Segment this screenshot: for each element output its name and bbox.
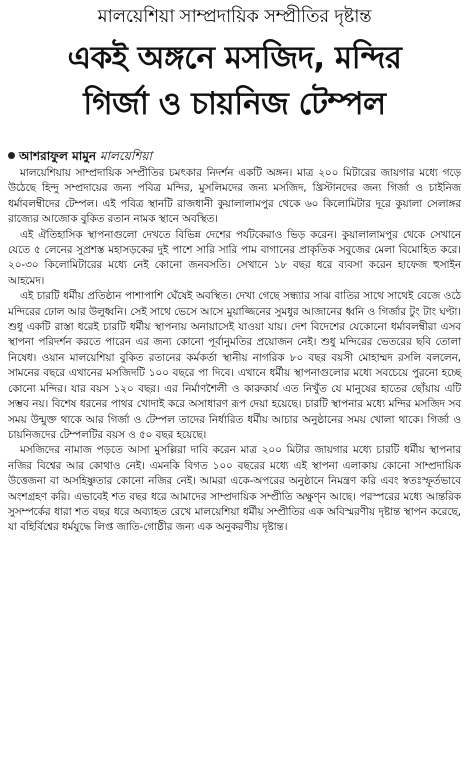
byline-author: আশরাফুল মামুন [19, 149, 97, 163]
main-headline-line-2: গির্জা ও চায়নিজ টেম্পল [83, 86, 386, 122]
bullet-icon [8, 152, 15, 159]
article-paragraph: মসজিদের নামাজ পড়তে আসা মুসল্লিরা দাবি করেন মাত্র ২০০ মিটার জায়গার মধ্যে চারটি ধর্মীয় স্থাপনার নজির বিশ্বের আর কোথাও নেই। এমনকি বিগত ১০০ বছরের মধ্যে এই স্থাপনা এলাকায় কোনো সাম্প্রদায়িক উত্তেজনা বা অসহিষ্ণুতার কোনো নজির নেই। আমরা একে-অপরের অনুষ্ঠানে নিমন্ত্রণ করি এবং স্বতঃস্ফূর্তভাবে অংশগ্রহণ করি। এভাবেই শত বছর ধরে আমাদের সাম্প্রদায়িক সম্প্রীতি অক্ষুণ্ন আছে। পরস্পরের মধ্যে আন্তরিক সুসম্পর্কের ধারা শত বছর ধরে অব্যাহত রেখে মালয়েশিয়া ধর্মীয় সম্প্রীতির এক অবিস্মরণীয় দৃষ্টান্ত স্থাপন করেছে, যা বহির্বিশ্বের ধর্মযুদ্ধে লিপ্ত জাতি-গোষ্ঠীর জন্য এক অনুকরণীয় দৃষ্টান্ত। [8, 444, 461, 534]
article-body [8, 166, 461, 536]
article-paragraph: এই চারটি ধর্মীয় প্রতিষ্ঠান পাশাপাশি ঘেঁষেই অবস্থিত। দেখা গেছে সন্ধ্যার সাঝ বাতির সাথে সাথেই বেজে ওঠে মন্দিরের ঢোল আর উলুধ্বনি। সেই সাথে ভেসে আসে মুয়াজ্জিনের সুমধুর আজানের ধ্বনি ও গির্জার টুং টাং ঘণ্টা। শুধু একটি রাস্তা ধরেই চারটি ধর্মীয় স্থাপনায় অনায়াসেই যাওয়া যায়। দেশ বিদেশের যেকোনো ধর্মাবলম্বীরা এসব স্থাপনা পরিদর্শন করতে পারেন এর জন্য কোনো পূর্বানুমতির প্রয়োজন নেই। শুধু মন্দিরের ভেতরের ছবি তোলা নিষেধ। ওয়ান মালয়েশিয়া বুকিত রতানের কর্মকর্তা স্থানীয় নাগরিক ৮০ বছর বয়সী মোহাম্মদ রসলি বললেন, সামনের বছরে এখানের মসজিদটি ১০০ বছরে পা দিবে। এখানে ধর্মীয় স্থাপনাগুলোর মধ্যে সবচেয়ে পুরনো হচ্ছে কোনো মন্দির। যার বয়স ১২০ বছর। এর নির্মাণশৈলী ও কারুকার্য এত নিখুঁত যে মানুষের হাতের ছোঁয়ায় এটি সম্ভব নয়। বিশেষ ধরনের পাথর খোদাই করে অসাধারণ রূপ দেয়া হয়েছে। চারটি স্থাপনার মধ্যে মন্দির মসজিদ সব সময় উন্মুক্ত থাকে আর গির্জা ও টেম্পল তাদের নির্ধারিত ধর্মীয় আচার অনুষ্ঠানের সময় খোলা থাকে। গির্জা ও চায়নিজদের টেম্পলটির বয়স ও ৫০ বছর হয়েছে। [8, 290, 461, 441]
article-paragraph: মালয়েশিয়ায় সাম্প্রদায়িক সম্প্রীতির চমৎকার নিদর্শন একটি অঙ্গন। মাত্র ২০০ মিটারের জায়গার মধ্যে গড়ে উঠেছে হিন্দু সম্প্রদায়ের জন্য পবিত্র মন্দির, মুসলিমদের জন্য মসজিদ, খ্রিস্টানদের জন্য গির্জা ও চাইনিজ ধর্মাবলম্বীদের টেম্পল। এই পবিত্র স্থানটি রাজধানী কুয়ালালামপুর থেকে ৬০ কিলোমিটার দূরে কুয়ালা সেলাঙ্গর রাজ্যের আজোক বুকিত রতান নামক স্থানে অবস্থিত। [8, 167, 461, 226]
article-paragraph: এই ঐতিহাসিক স্থাপনাগুলো দেখতে বিভিন্ন দেশের পর্যটকেরাও ভিড় করেন। কুয়ালালামপুর থেকে সেখানে যেতে ৫ লেনের সুপ্রশস্ত মহাসড়কের দুই পাশে সারি সারি পাম বাগানের প্রাকৃতিক সবুজের মেলা বিমোহিত করে। ২০-৩০ কিলোমিটারের মধ্যে নেই কোনো জনবসতি। সেখানে ১৮ বছর ধরে ব্যবসা করেন হাফেজ হুসাইন আহমেদ। [8, 228, 461, 287]
byline [8, 148, 152, 164]
byline-place: মালয়েশিয়া [99, 149, 152, 163]
kicker-headline: মালয়েশিয়া সাম্প্রদায়িক সম্প্রীতির দৃষ্টান্ত [97, 6, 372, 27]
main-headline-line-1: একই অঙ্গনে মসজিদ, মন্দির [67, 40, 402, 76]
